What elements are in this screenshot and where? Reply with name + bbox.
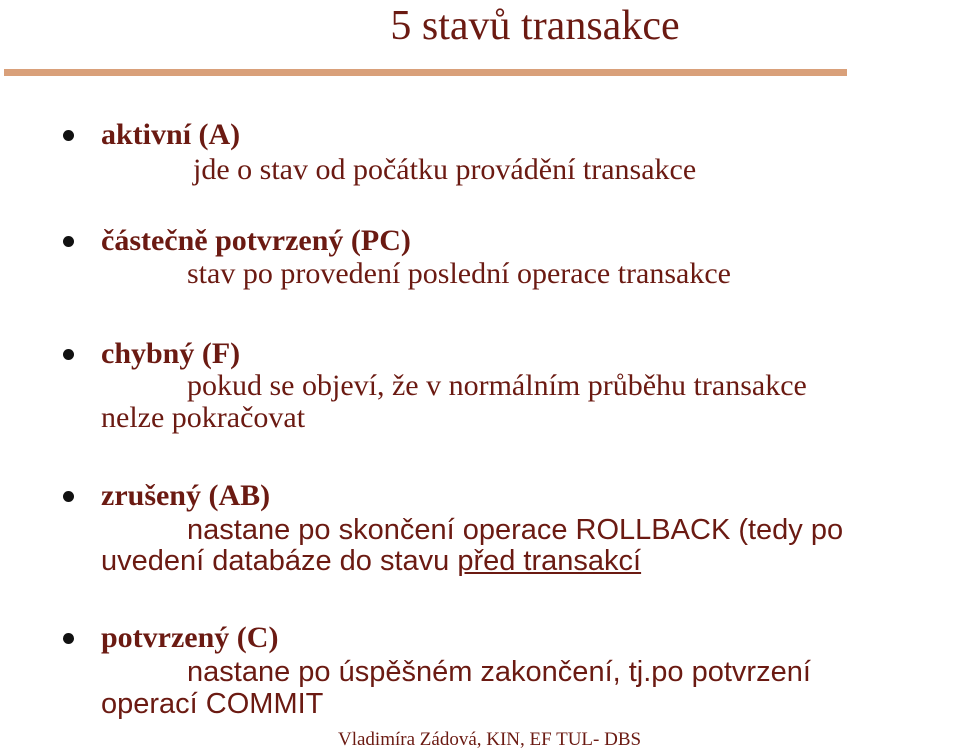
state-desc-committed-line-1: nastane po úspěšném zakončení, tj.po potvrzení bbox=[187, 656, 811, 688]
state-heading-aborted: zrušený (AB) bbox=[101, 479, 271, 512]
state-desc-partially-committed: stav po provedení poslední operace transakce bbox=[187, 257, 731, 290]
bullet-icon bbox=[63, 130, 74, 141]
state-heading-partially-committed: částečně potvrzený (PC) bbox=[101, 224, 411, 257]
state-desc-failed-line-2: nelze pokračovat bbox=[101, 401, 306, 434]
bullet-icon bbox=[63, 491, 74, 502]
bullet-icon bbox=[63, 236, 74, 247]
title-divider bbox=[4, 69, 847, 76]
page-title: 5 stavů transakce bbox=[390, 3, 680, 49]
state-heading-failed: chybný (F) bbox=[101, 337, 241, 370]
footer-author: Vladimíra Zádová, KIN, EF TUL- DBS bbox=[338, 729, 642, 750]
state-heading-active: aktivní (A) bbox=[101, 118, 241, 151]
state-desc-committed-line-2: operací COMMIT bbox=[101, 688, 324, 720]
state-desc-aborted-line-2 bbox=[101, 544, 641, 578]
bullet-icon bbox=[63, 633, 74, 644]
state-desc-aborted-line-1: nastane po skončení operace ROLLBACK (tedy po bbox=[187, 514, 844, 546]
state-heading-committed: potvrzený (C) bbox=[101, 621, 279, 654]
state-desc-aborted-underlined: před transakcí bbox=[457, 545, 642, 577]
bullet-icon bbox=[63, 349, 74, 360]
state-desc-active: jde o stav od počátku provádění transakce bbox=[193, 153, 697, 186]
state-desc-failed-line-1: pokud se objeví, že v normálním průběhu transakce bbox=[187, 369, 807, 402]
state-desc-aborted-text: uvedení databáze do stavu bbox=[101, 545, 458, 577]
